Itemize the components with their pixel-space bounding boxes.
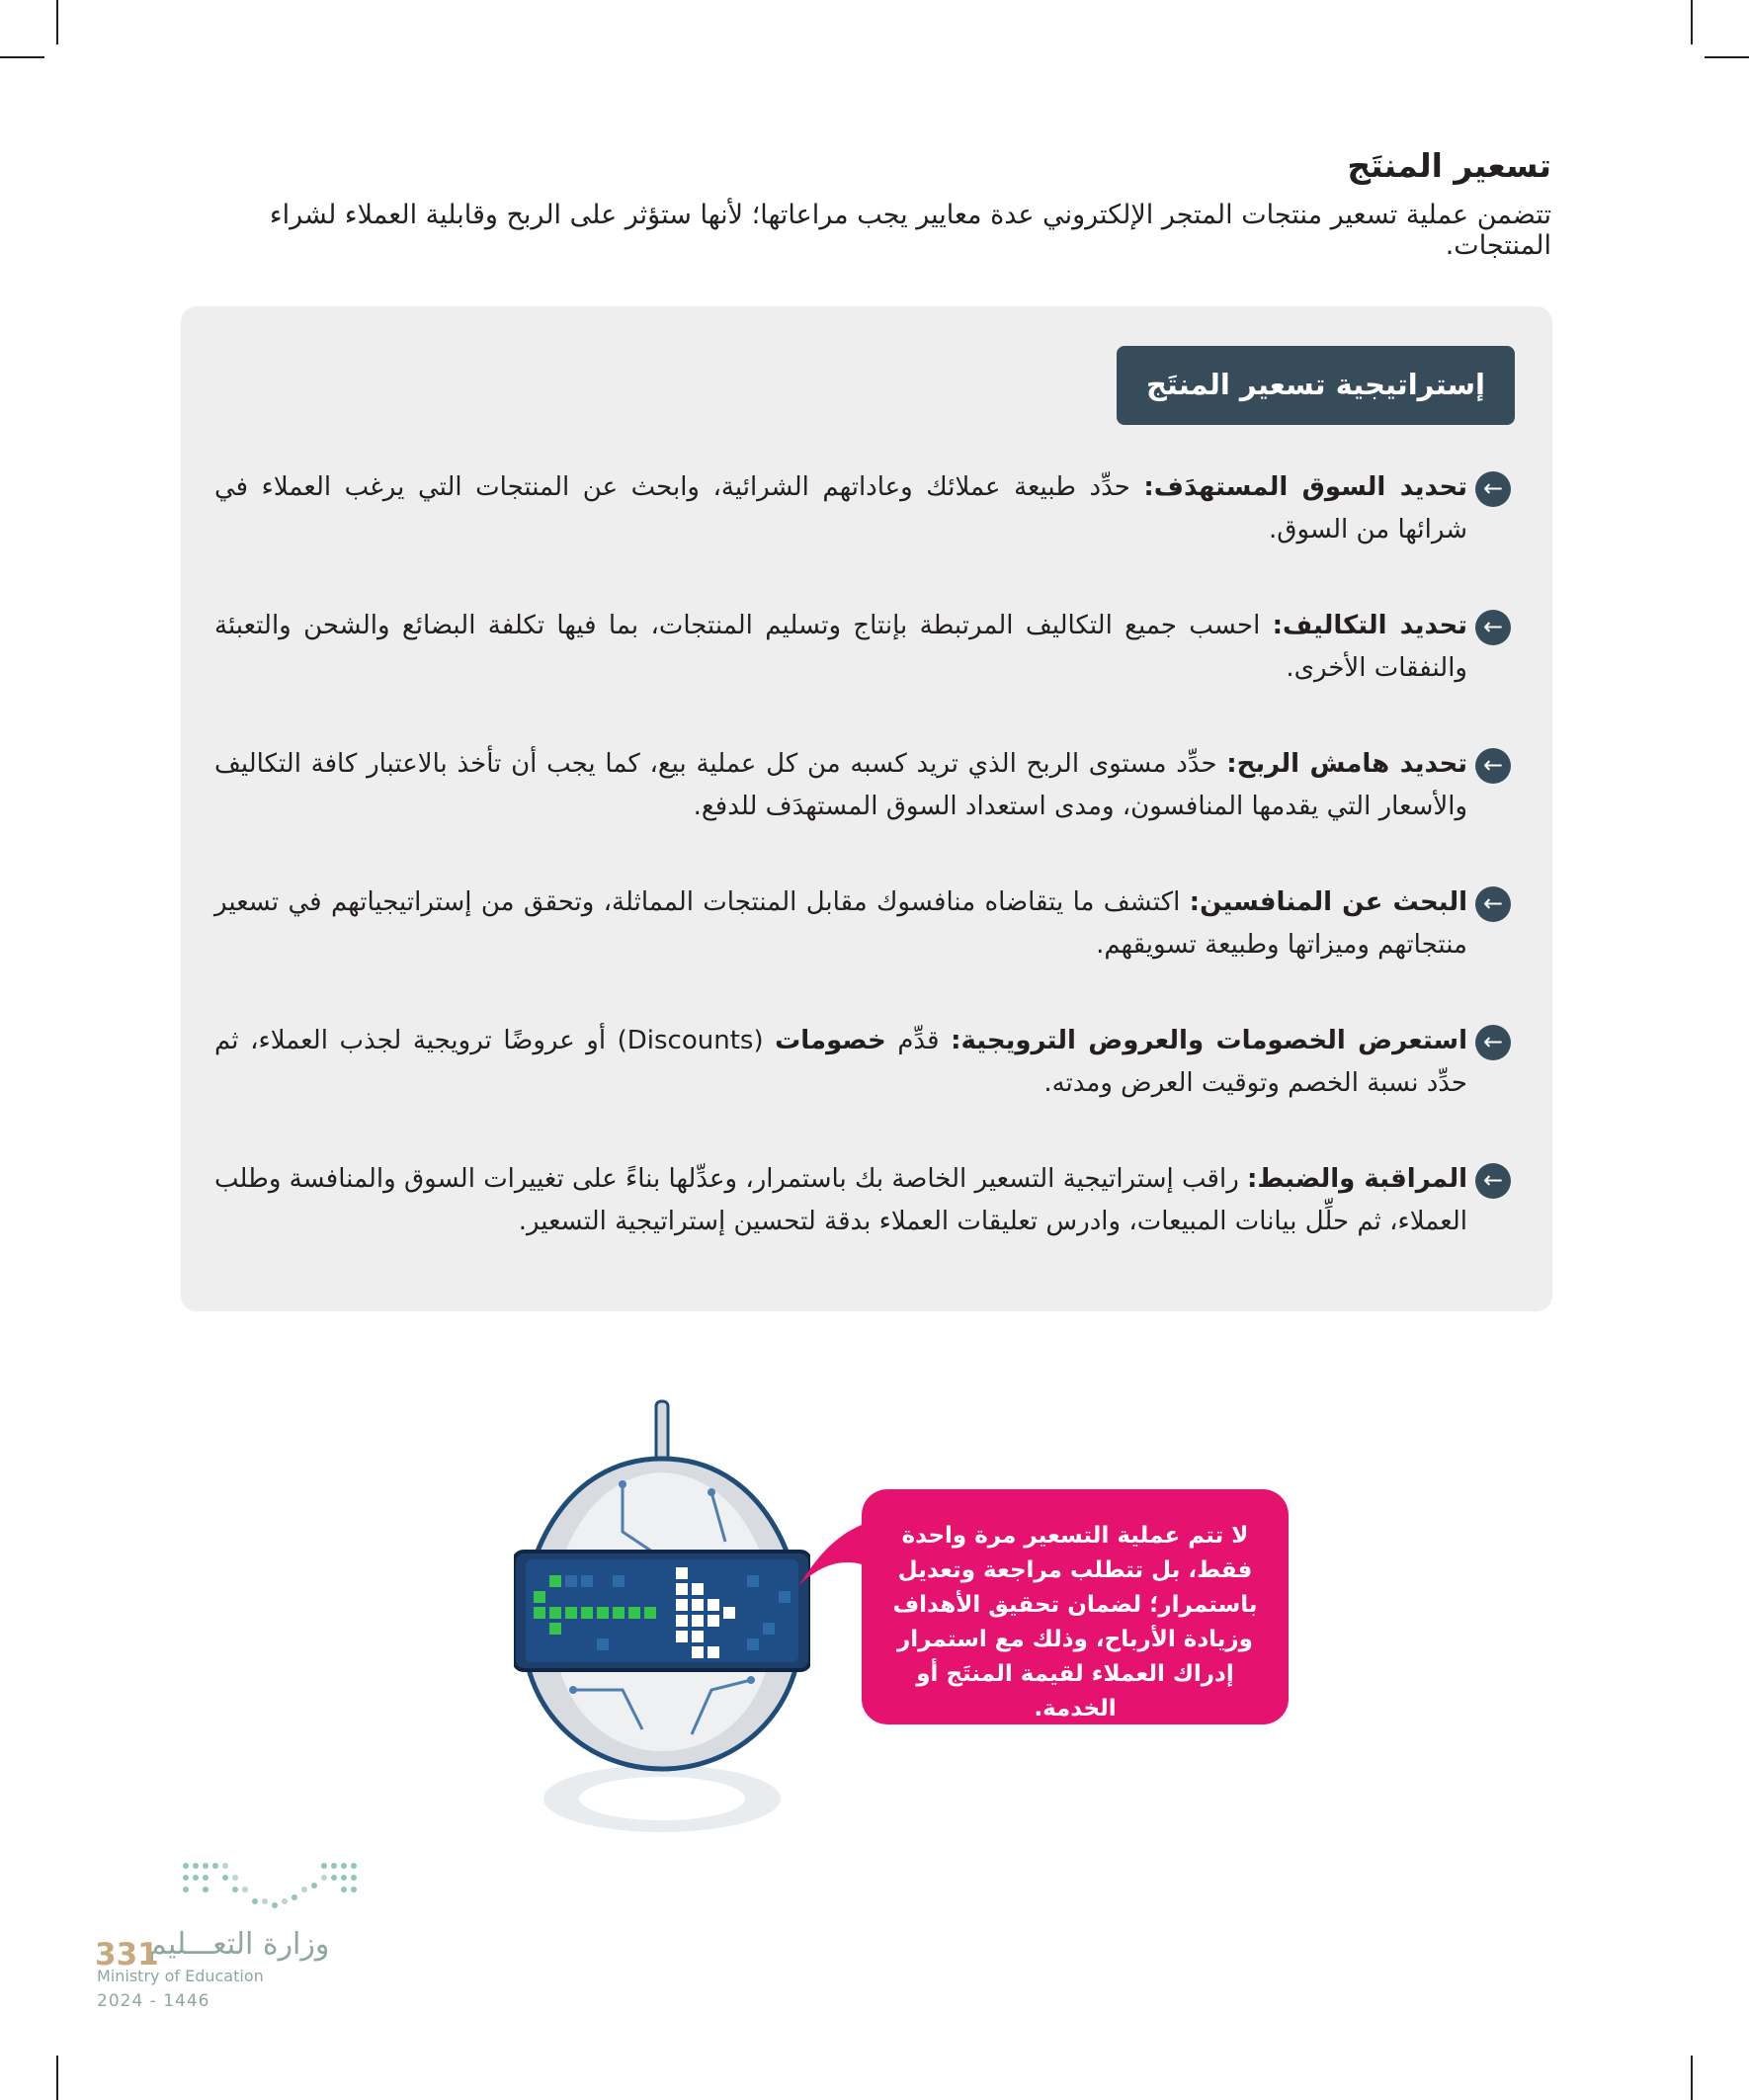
list-item	[214, 882, 1511, 966]
item-text: اكتشف ما يتقاضاه منافسوك مقابل المنتجات المماثلة، وتحقق من إستراتيجياتهم في تسعير منتجاتهم وميزاتها وطبيعة تسويقهم.	[214, 887, 1467, 960]
item-term: تحديد التكاليف:	[1272, 611, 1467, 640]
ministry-name-english: Ministry of Education	[97, 1967, 264, 1985]
item-text: حدِّد مستوى الربح الذي تريد كسبه من كل عملية بيع، كما يجب أن تأخذ بالاعتبار كافة التكاليف والأسعار التي يقدمها المنافسون، ومدى استعداد السوق المستهدَف للدفع.	[214, 749, 1467, 821]
list-item	[214, 1158, 1511, 1243]
crop-mark	[1691, 2056, 1693, 2100]
item-text: راقب إستراتيجية التسعير الخاصة بك باستمرار، وعدِّلها بناءً على تغييرات السوق والمنافسة وطلب العملاء، ثم حلِّل بيانات المبيعات، وادرس تعليقات العملاء بدقة لتحسين إستراتيجية التسعير.	[214, 1164, 1467, 1236]
item-text: حدِّد طبيعة عملائك وعاداتهم الشرائية، وابحث عن المنتجات التي يرغب العملاء في شرائها من السوق.	[214, 472, 1467, 545]
robot-mascot-icon	[514, 1393, 810, 1858]
arrow-left-icon: ←	[1475, 471, 1511, 507]
item-term: تحديد السوق المستهدَف:	[1143, 472, 1467, 502]
section-title: تسعير المنتَج	[1347, 146, 1551, 185]
speech-bubble	[862, 1489, 1289, 1724]
page-number: 331	[95, 1937, 159, 1973]
strategy-panel	[181, 306, 1552, 1311]
item-term: البحث عن المنافسين:	[1189, 887, 1467, 917]
speech-bubble-text: لا تتم عملية التسعير مرة واحدة فقط، بل تتطلب مراجعة وتعديل باستمرار؛ لضمان تحقيق الأهداف وزيادة الأرباح، وذلك مع استمرار إدراك العملاء لقيمة المنتَج أو الخدمة.	[892, 1523, 1258, 1722]
list-item	[214, 1020, 1511, 1105]
ministry-name-arabic: وزارة التعـــليم	[148, 1927, 330, 1962]
arrow-left-icon: ←	[1475, 748, 1511, 784]
crop-mark	[56, 2056, 58, 2100]
list-item	[214, 605, 1511, 690]
item-term: استعرض الخصومات والعروض الترويجية:	[951, 1026, 1468, 1055]
strategy-list	[214, 466, 1511, 1297]
arrow-left-icon: ←	[1475, 886, 1511, 922]
crop-mark	[56, 0, 58, 44]
item-text: (Discounts) أو عروضًا ترويجية لجذب العملاء، ثم حدِّد نسبة الخصم وتوقيت العرض ومدته.	[214, 1026, 1467, 1098]
item-text: احسب جميع التكاليف المرتبطة بإنتاج وتسليم المنتجات، بما فيها تكلفة البضائع والشحن والتعبئة والنفقات الأخرى.	[214, 611, 1467, 683]
item-term: تحديد هامش الربح:	[1226, 749, 1467, 779]
crop-mark	[1705, 56, 1749, 58]
crop-mark	[1691, 0, 1693, 44]
crop-mark	[0, 56, 44, 58]
item-term: المراقبة والضبط:	[1247, 1164, 1467, 1194]
arrow-left-icon: ←	[1475, 1025, 1511, 1060]
arrow-left-icon: ←	[1475, 610, 1511, 645]
item-text: قدِّم	[885, 1026, 952, 1055]
item-term-secondary: خصومات	[775, 1026, 886, 1055]
panel-title: إستراتيجية تسعير المنتَج	[1117, 346, 1515, 425]
edition-year: 2024 - 1446	[97, 1991, 210, 2011]
intro-paragraph: تتضمن عملية تسعير منتجات المتجر الإلكتروني عدة معايير يجب مراعاتها؛ لأنها ستؤثر على الربح وقابلية العملاء لشراء المنتجات.	[269, 200, 1551, 261]
list-item	[214, 743, 1511, 828]
arrow-left-icon: ←	[1475, 1163, 1511, 1199]
ministry-logo-icon	[180, 1860, 358, 1915]
list-item	[214, 466, 1511, 551]
